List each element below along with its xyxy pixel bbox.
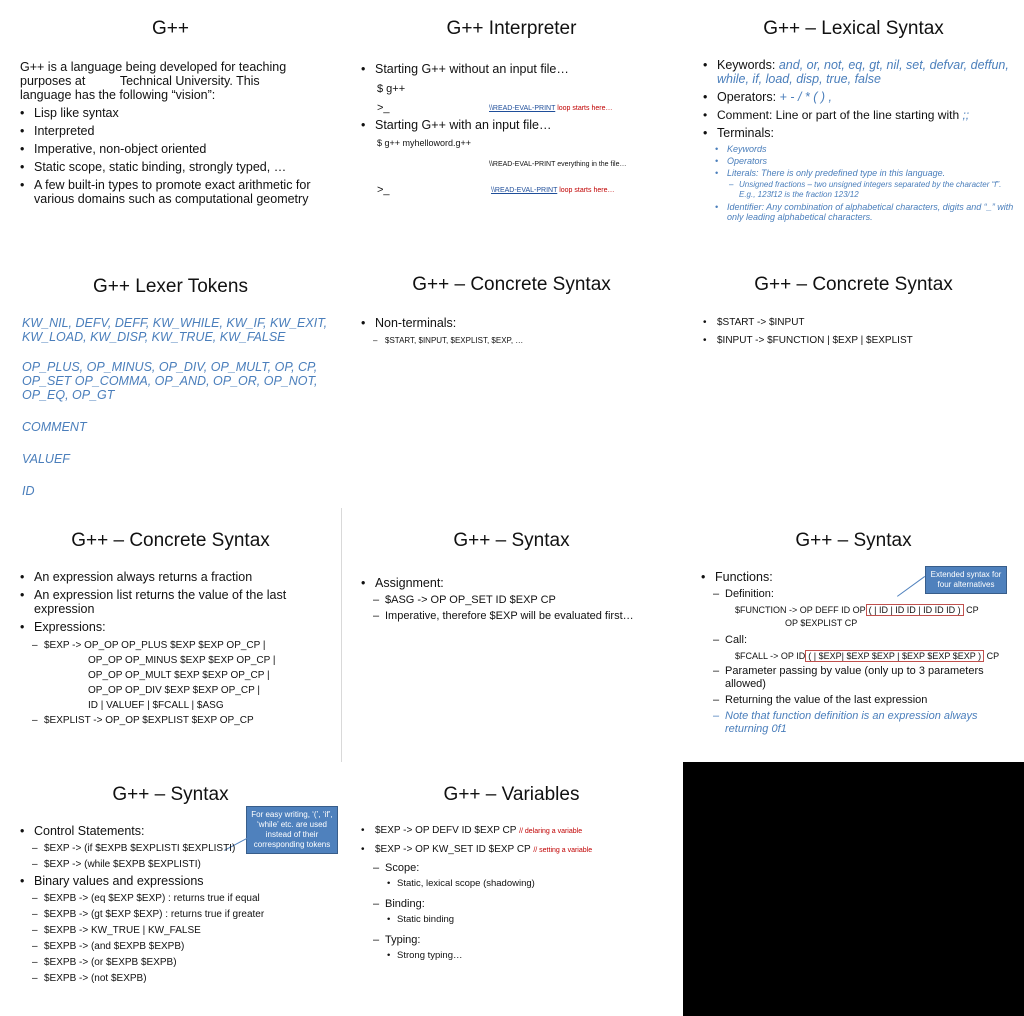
- comment-note: // setting a variable: [533, 847, 593, 854]
- slide-syntax-assignment[interactable]: [341, 508, 682, 762]
- comment-bullet: [703, 108, 1016, 122]
- sub-bullet: – Binding:: [361, 898, 674, 911]
- bullet: • Starting G++ with an input file…: [361, 118, 674, 132]
- slide-title: G++ – Concrete Syntax: [71, 530, 270, 551]
- slide-title: G++ Interpreter: [446, 18, 577, 39]
- terminal-item: • Literals: There is only predefined type in this language.: [703, 168, 1016, 179]
- bullet: • Binary values and expressions: [20, 874, 333, 888]
- operators-list: + - / * ( ) ,: [779, 90, 832, 104]
- command-line: $ g++ myhelloword.g++: [377, 138, 472, 148]
- sub-bullet: – $EXPB -> (and $EXPB $EXPB): [20, 940, 333, 953]
- label: Comment: Line or part of the line starting with: [717, 108, 963, 122]
- grammar-alt: ID | VALUEF | $FCALL | $ASG: [88, 700, 224, 711]
- sub-bullet: – $EXPB -> KW_TRUE | KW_FALSE: [20, 924, 333, 937]
- grammar-alt: OP_OP OP_MULT $EXP $EXP OP_CP |: [88, 670, 270, 681]
- terminals-bullet: • Terminals:: [703, 126, 1016, 140]
- grammar-alt: OP_OP OP_DIV $EXP $EXP OP_CP |: [88, 685, 260, 696]
- slide-title: G++ Lexer Tokens: [93, 276, 248, 297]
- slide-concrete-syntax-2[interactable]: [683, 254, 1024, 508]
- token-group: VALUEF: [22, 452, 70, 466]
- slide-title: G++ – Lexical Syntax: [763, 18, 944, 39]
- slide-title: G++: [152, 18, 189, 39]
- rule-text: CP: [963, 605, 979, 615]
- repl-link[interactable]: \\READ-EVAL-PRINT: [489, 105, 556, 112]
- sub-bullet: – Scope:: [361, 862, 674, 875]
- repl-note: loop starts here…: [555, 105, 613, 112]
- slide-blank[interactable]: [683, 762, 1024, 1016]
- slide-lexer-tokens[interactable]: [0, 254, 341, 508]
- prompt: >_: [377, 102, 390, 114]
- label: Keywords:: [717, 58, 779, 72]
- sub-bullet: – Call:: [701, 634, 1016, 647]
- slide-title: G++ – Concrete Syntax: [412, 274, 611, 295]
- bullet: • Imperative, non-object oriented: [20, 142, 311, 156]
- slide-title: G++ – Syntax: [795, 530, 912, 551]
- grammar-alt: OP_OP OP_MINUS $EXP $EXP OP_CP |: [88, 655, 276, 666]
- grammar-rule: OP $EXPLIST CP: [785, 618, 858, 628]
- bullet: • Control Statements:: [20, 824, 333, 838]
- rule-text: $FCALL -> OP ID: [735, 651, 806, 661]
- rule-text: $EXP -> OP KW_SET ID $EXP CP: [375, 844, 534, 855]
- rule-text: CP: [984, 651, 1000, 661]
- sub-bullet: – $EXPB -> (eq $EXP $EXP) : returns true if equal: [20, 892, 333, 905]
- token-group: COMMENT: [22, 420, 87, 434]
- grammar-rule: – $EXP -> OP_OP OP_PLUS $EXP $EXP OP_CP |: [20, 638, 333, 653]
- slide-syntax-control[interactable]: [0, 762, 341, 1016]
- sub-bullet: – $EXPB -> (gt $EXP $EXP) : returns true if greater: [20, 908, 333, 921]
- grammar-rule: [701, 650, 1016, 663]
- sub-sub-bullet: • Static, lexical scope (shadowing): [361, 878, 674, 890]
- label: Operators:: [717, 90, 780, 104]
- bullet: [361, 843, 674, 858]
- slide-concrete-syntax-3[interactable]: [0, 508, 341, 762]
- sub-bullet: – $EXPB -> (or $EXPB $EXPB): [20, 956, 333, 969]
- sub-bullet: – Parameter passing by value (only up to 3 parameters allowed): [701, 665, 1016, 691]
- grammar-rule: – $EXPLIST -> OP_OP $EXPLIST $EXP OP_CP: [20, 713, 333, 728]
- slide-title: G++ – Concrete Syntax: [754, 274, 953, 295]
- terminal-subitem: – Unsigned fractions – two unsigned integers separated by the character “f”. E.g., 123f12 is the fraction 123/12: [703, 180, 1016, 200]
- highlight-box: ( | $EXP| $EXP $EXP | $EXP $EXP $EXP ): [805, 650, 984, 662]
- sub-bullet: – Imperative, therefore $EXP will be evaluated first…: [361, 610, 674, 623]
- bullet: • Functions:: [701, 570, 1016, 584]
- bullet: [361, 824, 674, 839]
- terminal-item: • Keywords: [703, 144, 1016, 155]
- bullet: • An expression list returns the value of the last expression: [20, 588, 333, 616]
- token-group: ID: [22, 484, 35, 498]
- bullet: • Lisp like syntax: [20, 106, 311, 120]
- slide-syntax-functions[interactable]: [683, 508, 1024, 762]
- sub-bullet: – $EXP -> (if $EXPB $EXPLISTI $EXPLISTI): [20, 842, 333, 855]
- keywords-list: and, or, not, eq, gt, nil, set, defvar, deffun, while, if, load, disp, true, false: [717, 58, 1009, 86]
- sub-sub-bullet: • Static binding: [361, 914, 674, 926]
- bullet: • An expression always returns a fraction: [20, 570, 333, 584]
- slide-title: G++ – Syntax: [453, 530, 570, 551]
- bullet: • Expressions:: [20, 620, 333, 634]
- token-group: OP_PLUS, OP_MINUS, OP_DIV, OP_MULT, OP, CP, OP_SET OP_COMMA, OP_AND, OP_OR, OP_NOT, OP_EQ, OP_GT: [22, 360, 318, 402]
- prompt: >_: [377, 184, 390, 196]
- sub-bullet: – Returning the value of the last expression: [701, 694, 1016, 707]
- terminal-item: • Operators: [703, 156, 1016, 167]
- callout-note: Extended syntax for four alternatives: [925, 566, 1007, 594]
- rule-text: $FUNCTION -> OP DEFF ID OP: [735, 605, 866, 615]
- slide-variables[interactable]: [341, 762, 682, 1016]
- bullet: • Starting G++ without an input file…: [361, 62, 674, 76]
- sub-bullet: – Typing:: [361, 934, 674, 947]
- slide-lexical-syntax[interactable]: [683, 0, 1024, 254]
- sub-bullet: – $START, $INPUT, $EXPLIST, $EXP, …: [361, 334, 674, 347]
- terminal-item: • Identifier: Any combination of alphabetical characters, digits and “_” with only leading alphabetical characters.: [703, 202, 1016, 222]
- sub-bullet: – $EXP -> (while $EXPB $EXPLISTI): [20, 858, 333, 871]
- rule-text: $EXP -> OP DEFV ID $EXP CP: [375, 825, 520, 836]
- bullet: • A few built-in types to promote exact arithmetic for various domains such as computational geometry: [20, 178, 311, 206]
- repl-link[interactable]: \\READ-EVAL-PRINT: [491, 187, 558, 194]
- intro-text: G++ is a language being developed for teaching purposes at Technical University. This language has the following “vision”:: [20, 60, 290, 102]
- repl-note: loop starts here…: [557, 187, 615, 194]
- slide-title: G++ – Variables: [443, 784, 580, 805]
- bullet: • Assignment:: [361, 576, 674, 590]
- sub-bullet: – $EXPB -> (not $EXPB): [20, 972, 333, 985]
- slide-title: G++ – Syntax: [112, 784, 229, 805]
- repl-note: \\READ-EVAL-PRINT everything in the file…: [489, 161, 627, 168]
- slide-concrete-syntax-1[interactable]: [341, 254, 682, 508]
- callout-note: For easy writing, ‘(’, ‘if’, ‘while’ etc. are used instead of their corresponding tokens: [246, 806, 338, 854]
- comment-token: ;;: [962, 108, 970, 122]
- grammar-rule: [701, 604, 1016, 617]
- comment-note: // delaring a variable: [519, 828, 583, 835]
- bullet: • $START -> $INPUT: [703, 316, 1016, 330]
- bullet: • Interpreted: [20, 124, 311, 138]
- sub-bullet: – Definition:: [701, 588, 1016, 601]
- slide-interpreter[interactable]: [341, 0, 682, 254]
- sub-sub-bullet: • Strong typing…: [361, 950, 674, 962]
- sub-bullet: – $ASG -> OP OP_SET ID $EXP CP: [361, 594, 674, 607]
- command-line: $ g++: [377, 83, 406, 95]
- token-group: KW_NIL, DEFV, DEFF, KW_WHILE, KW_IF, KW_EXIT, KW_LOAD, KW_DISP, KW_TRUE, KW_FALSE: [22, 316, 328, 344]
- sub-bullet: – Note that function definition is an expression always returning 0f1: [701, 710, 1016, 736]
- slide-g-plus-plus[interactable]: [0, 0, 341, 254]
- highlight-box: ( | ID | ID ID | ID ID ID ): [866, 604, 964, 616]
- keywords-bullet: [703, 58, 1016, 86]
- bullet: • Static scope, static binding, strongly typed, …: [20, 160, 311, 174]
- operators-bullet: [703, 90, 1016, 104]
- bullet: • $INPUT -> $FUNCTION | $EXP | $EXPLIST: [703, 334, 1016, 348]
- bullet: • Non-terminals:: [361, 316, 674, 330]
